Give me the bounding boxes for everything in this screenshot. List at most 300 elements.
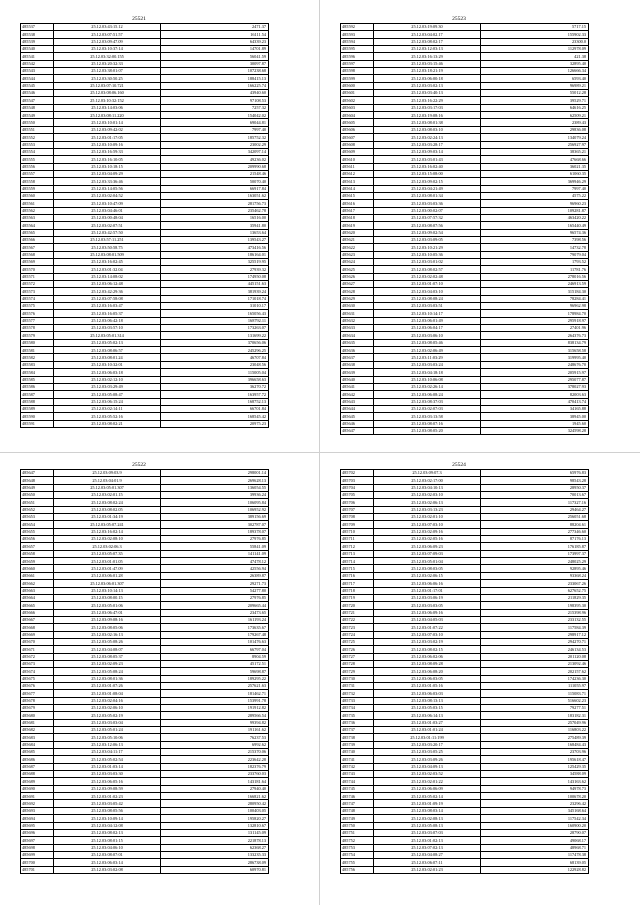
table-row — [341, 815, 589, 822]
table-row — [21, 536, 269, 543]
timestamp-cell: 25.12.03:04:10:13 — [374, 484, 481, 491]
table-row — [341, 134, 589, 141]
timestamp-cell: 25.12.03:02:06:49 — [374, 347, 481, 354]
timestamp-cell: 25.12.03:03:13:23 — [374, 506, 481, 513]
amount-cell: 302787.07 — [161, 521, 269, 528]
table-row — [341, 104, 589, 111]
row-id-cell: 485566 — [21, 236, 54, 243]
timestamp-cell: 25.12.03:01:07:26 — [54, 682, 161, 689]
amount-cell: 168752.13 — [161, 398, 269, 405]
row-id-cell: 485617 — [341, 207, 374, 214]
table-row — [21, 807, 269, 814]
table-row — [341, 741, 589, 748]
timestamp-cell: 25.12.03:06:01.307 — [54, 580, 161, 587]
table-row — [341, 60, 589, 67]
timestamp-cell: 25.12.03:02:24:13 — [374, 134, 481, 141]
timestamp-cell: 25.12.03:18:21:19 — [374, 68, 481, 75]
table-row — [21, 141, 269, 148]
timestamp-cell: 25.12.03:04:18:18 — [374, 369, 481, 376]
row-id-cell: 485551 — [21, 126, 54, 133]
amount-cell: 27940.40 — [161, 785, 269, 792]
table-row — [21, 38, 269, 45]
row-id-cell: 485637 — [341, 354, 374, 361]
row-id-cell: 485547 — [21, 97, 54, 104]
row-id-cell: 485663 — [21, 587, 54, 594]
timestamp-cell: 25.12.03:07:10.721 — [54, 82, 161, 89]
amount-cell: 100678.20 — [481, 793, 589, 800]
table-row — [21, 229, 269, 236]
amount-cell: 298917.12 — [481, 631, 589, 638]
table-row — [21, 295, 269, 302]
amount-cell: 295918.97 — [481, 317, 589, 324]
table-row — [341, 222, 589, 229]
timestamp-cell: 25.12.03:14:03:06 — [54, 104, 161, 111]
table-row — [341, 259, 589, 266]
row-id-cell: 485716 — [341, 572, 374, 579]
row-id-cell: 485624 — [341, 259, 374, 266]
timestamp-cell: 25.12.03:06:03:14 — [54, 859, 161, 866]
table-row — [21, 763, 269, 770]
timestamp-cell: 25.12.03:02:01:23 — [374, 866, 481, 873]
timestamp-cell: 25.12.03:06:05:16 — [54, 778, 161, 785]
amount-cell: 66701.84 — [161, 405, 269, 412]
amount-cell: 131699.22 — [161, 332, 269, 339]
page-title: 25523 — [452, 16, 466, 22]
row-id-cell: 485573 — [21, 288, 54, 295]
row-id-cell: 485569 — [21, 259, 54, 266]
timestamp-cell: 25.12.03:08:00.15 — [54, 594, 161, 601]
timestamp-cell: 25.12.03:06:06:09 — [374, 785, 481, 792]
page-divider-horizontal — [0, 452, 640, 453]
row-id-cell: 485544 — [21, 75, 54, 82]
amount-cell: 70013.67 — [481, 492, 589, 499]
timestamp-cell: 25.12.03:10:21:29 — [374, 244, 481, 251]
timestamp-cell: 25.12.03:05:07.241 — [54, 521, 161, 528]
amount-cell: 325519.95 — [161, 259, 269, 266]
row-id-cell: 485753 — [341, 844, 374, 851]
table-row — [21, 53, 269, 60]
row-id-cell: 485554 — [21, 148, 54, 155]
table-row — [21, 413, 269, 420]
table-row — [21, 558, 269, 565]
timestamp-cell: 25.12.03:01:07:22 — [374, 624, 481, 631]
table-row — [341, 347, 589, 354]
amount-cell: 295077.87 — [481, 376, 589, 383]
timestamp-cell: 25.12.03:08:02:13 — [54, 829, 161, 836]
row-id-cell: 485608 — [341, 141, 374, 148]
table-row — [21, 492, 269, 499]
row-id-cell: 485685 — [21, 749, 54, 756]
row-id-cell: 485614 — [341, 185, 374, 192]
table-row — [341, 229, 589, 236]
timestamp-cell: 25.12.03:04:21:49 — [374, 185, 481, 192]
amount-cell: 65976.83 — [481, 470, 589, 477]
timestamp-cell: 25.12.03:05:01.307 — [54, 484, 161, 491]
row-id-cell: 485643 — [341, 398, 374, 405]
row-id-cell: 485665 — [21, 602, 54, 609]
row-id-cell: 485736 — [341, 719, 374, 726]
row-id-cell: 485556 — [21, 163, 54, 170]
row-id-cell: 485677 — [21, 690, 54, 697]
row-id-cell: 485689 — [21, 778, 54, 785]
row-id-cell: 485545 — [21, 82, 54, 89]
amount-cell: 39529.71 — [481, 97, 589, 104]
amount-cell: 55012.28 — [481, 90, 589, 97]
timestamp-cell: 25.12.03:06:07:11 — [374, 859, 481, 866]
timestamp-cell: 25.12.03:02:08:10 — [54, 536, 161, 543]
amount-cell: 163957.72 — [161, 391, 269, 398]
row-id-cell: 485550 — [21, 119, 54, 126]
timestamp-cell: 25.12.03:02:16:13 — [54, 631, 161, 638]
ledger-page-25524 — [340, 462, 586, 874]
row-id-cell: 485673 — [21, 660, 54, 667]
amount-cell: 47478.12 — [161, 558, 269, 565]
timestamp-cell: 25.12.03:10:32:01 — [54, 361, 161, 368]
amount-cell: 61060.35 — [481, 170, 589, 177]
table-row — [21, 609, 269, 616]
timestamp-cell: 25.12.03:01:02:23 — [54, 793, 161, 800]
timestamp-cell: 25.12.03:15:08:00 — [374, 170, 481, 177]
amount-cell: 60970.81 — [161, 866, 269, 873]
amount-cell: 29464.27 — [481, 506, 589, 513]
row-id-cell: 485561 — [21, 200, 54, 207]
timestamp-cell: 25.12.03:06:06:16 — [374, 580, 481, 587]
amount-cell: 627652.75 — [481, 587, 589, 594]
table-row — [21, 288, 269, 295]
table-row — [21, 405, 269, 412]
row-id-cell: 485693 — [21, 807, 54, 814]
amount-cell: 13653.64 — [161, 229, 269, 236]
table-row — [341, 405, 589, 412]
row-id-cell: 485538 — [21, 31, 54, 38]
row-id-cell: 485730 — [341, 675, 374, 682]
row-id-cell: 485601 — [341, 90, 374, 97]
timestamp-cell: 25.12.03:01:01:24 — [374, 727, 481, 734]
table-row — [21, 82, 269, 89]
row-id-cell: 485727 — [341, 653, 374, 660]
table-row — [341, 273, 589, 280]
row-id-cell: 485675 — [21, 675, 54, 682]
row-id-cell: 485619 — [341, 222, 374, 229]
timestamp-cell: 25.12.03:06:04:17 — [374, 325, 481, 332]
timestamp-cell: 25.12.03:08:06:57 — [54, 347, 161, 354]
table-row — [21, 837, 269, 844]
ledger-page-25523 — [340, 16, 586, 435]
table-row — [21, 126, 269, 133]
table-row — [21, 281, 269, 288]
timestamp-cell: 25.12.03:42:29:36 — [54, 288, 161, 295]
amount-cell: 48968.71 — [481, 844, 589, 851]
table-row — [21, 506, 269, 513]
row-id-cell: 485568 — [21, 251, 54, 258]
table-row — [341, 398, 589, 405]
amount-cell: 178984.70 — [481, 310, 589, 317]
amount-cell: 1945.60 — [481, 420, 589, 427]
row-id-cell: 485644 — [341, 405, 374, 412]
row-id-cell: 485697 — [21, 837, 54, 844]
amount-cell: 7997.40 — [481, 185, 589, 192]
timestamp-cell: 25.12.03:06:12:48 — [54, 281, 161, 288]
table-row — [341, 778, 589, 785]
row-id-cell: 485638 — [341, 361, 374, 368]
timestamp-cell: 25.12.03:16:05:37 — [54, 310, 161, 317]
row-id-cell: 485744 — [341, 778, 374, 785]
row-id-cell: 485694 — [21, 815, 54, 822]
timestamp-cell: 25.12.03:05:08:47 — [54, 391, 161, 398]
row-id-cell: 485576 — [21, 310, 54, 317]
table-row — [341, 192, 589, 199]
row-id-cell: 485580 — [21, 339, 54, 346]
amount-cell: 7257.32 — [161, 104, 269, 111]
table-row — [341, 200, 589, 207]
table-row — [341, 141, 589, 148]
table-row — [21, 347, 269, 354]
row-id-cell: 485598 — [341, 68, 374, 75]
amount-cell: 39936.24 — [161, 492, 269, 499]
table-row — [21, 325, 269, 332]
row-id-cell: 485755 — [341, 859, 374, 866]
table-row — [21, 207, 269, 214]
timestamp-cell: 25.12.03:08:05:20 — [374, 427, 481, 434]
amount-cell: 163051.62 — [161, 192, 269, 199]
row-id-cell: 485579 — [21, 332, 54, 339]
amount-cell: 21548.46 — [161, 170, 269, 177]
timestamp-cell: 25.12.03:04:12:08 — [54, 822, 161, 829]
row-id-cell: 485682 — [21, 727, 54, 734]
row-id-cell: 485600 — [341, 82, 374, 89]
timestamp-cell: 25.12.03:04:08:07 — [54, 646, 161, 653]
row-id-cell: 485738 — [341, 734, 374, 741]
amount-cell: 26389.87 — [161, 572, 269, 579]
amount-cell: 473416.56 — [161, 244, 269, 251]
table-row — [21, 68, 269, 75]
row-id-cell: 485722 — [341, 616, 374, 623]
timestamp-cell: 25.12.03:00:02:07 — [374, 207, 481, 214]
timestamp-cell: 25.12.03:03:13:58 — [374, 413, 481, 420]
table-row — [341, 572, 589, 579]
row-id-cell: 485726 — [341, 646, 374, 653]
table-row — [21, 851, 269, 858]
amount-cell: 256927.97 — [481, 141, 589, 148]
timestamp-cell: 25.12.03:03:06:19 — [374, 594, 481, 601]
timestamp-cell: 25.12.03:08:02:17 — [374, 38, 481, 45]
amount-cell: 275489.39 — [481, 734, 589, 741]
timestamp-cell: 25.12.03:10:01:14 — [54, 119, 161, 126]
amount-cell: 277346.60 — [481, 528, 589, 535]
row-id-cell: 485594 — [341, 38, 374, 45]
table-row — [341, 521, 589, 528]
amount-cell: 281756.73 — [161, 200, 269, 207]
row-id-cell: 485670 — [21, 638, 54, 645]
amount-cell: 133235.33 — [161, 851, 269, 858]
table-row — [341, 148, 589, 155]
timestamp-cell: 25.12.03:01:47.09 — [54, 565, 161, 572]
table-row — [341, 859, 589, 866]
table-row — [21, 778, 269, 785]
timestamp-cell: 25.12.03:07:51.57 — [54, 31, 161, 38]
row-id-cell: 485620 — [341, 229, 374, 236]
amount-cell: 64616.25 — [481, 104, 589, 111]
row-id-cell: 485672 — [21, 653, 54, 660]
amount-cell: 115083.71 — [481, 690, 589, 697]
row-id-cell: 485660 — [21, 565, 54, 572]
row-id-cell: 485692 — [21, 800, 54, 807]
table-row — [341, 514, 589, 521]
amount-cell: 246134.53 — [481, 646, 589, 653]
table-row — [21, 866, 269, 873]
timestamp-cell: 25.12.03:01:09:19 — [374, 800, 481, 807]
timestamp-cell: 25.12.03:06:01:49 — [374, 317, 481, 324]
timestamp-cell: 25.12.03:02:06.3 — [54, 543, 161, 550]
table-row — [21, 75, 269, 82]
row-id-cell: 485719 — [341, 594, 374, 601]
table-row — [341, 866, 589, 873]
amount-cell: 16516.00 — [161, 214, 269, 221]
timestamp-cell: 25.12.03:07:09:03 — [374, 550, 481, 557]
amount-cell: 182376.79 — [161, 763, 269, 770]
row-id-cell: 485703 — [341, 477, 374, 484]
table-row — [21, 719, 269, 726]
table-row — [341, 499, 589, 506]
table-row — [341, 46, 589, 53]
timestamp-cell: 25.12.03:09:02:54 — [374, 229, 481, 236]
timestamp-cell: 25.12.03:02:02:48 — [374, 273, 481, 280]
amount-cell: 82003.63 — [481, 391, 589, 398]
row-id-cell: 485633 — [341, 325, 374, 332]
timestamp-cell: 25.12.03:06:08:20 — [374, 668, 481, 675]
timestamp-cell: 25.12.03:05:02:14 — [374, 793, 481, 800]
timestamp-cell: 25.12.03:08:01.24 — [54, 354, 161, 361]
amount-cell: 256051.68 — [481, 514, 589, 521]
table-row — [341, 126, 589, 133]
amount-cell: 34588.09 — [481, 771, 589, 778]
amount-cell: 92895.46 — [481, 565, 589, 572]
timestamp-cell: 25.12.03:43:15.12 — [54, 24, 161, 31]
row-id-cell: 485699 — [21, 851, 54, 858]
table-row — [21, 156, 269, 163]
ledger-page-25522 — [20, 462, 266, 874]
amount-cell: 56041.59 — [161, 53, 269, 60]
timestamp-cell: 25.12.03:08:13:13 — [374, 697, 481, 704]
row-id-cell: 485558 — [21, 178, 54, 185]
table-row — [21, 303, 269, 310]
timestamp-cell: 25.12.03:06:42:18 — [54, 317, 161, 324]
timestamp-cell: 25.12.03:08:03:10 — [374, 126, 481, 133]
timestamp-cell: 25.12.03:02:12:10 — [54, 376, 161, 383]
timestamp-cell: 25.12.03:10:14:17 — [374, 310, 481, 317]
timestamp-cell: 25.12.03:09:07.3 — [374, 470, 481, 477]
amount-cell: 99394.82 — [161, 719, 269, 726]
timestamp-cell: 25.12.03:01:03:14 — [54, 763, 161, 770]
amount-cell: 215398.96 — [481, 609, 589, 616]
amount-cell: 278016.56 — [481, 273, 589, 280]
timestamp-cell: 25.12.03:03:57:10 — [54, 325, 161, 332]
amount-cell: 34165.88 — [481, 405, 589, 412]
table-row — [21, 741, 269, 748]
row-id-cell: 485654 — [21, 521, 54, 528]
amount-cell: 171018.74 — [161, 295, 269, 302]
row-id-cell: 485632 — [341, 317, 374, 324]
table-row — [341, 361, 589, 368]
table-row — [21, 829, 269, 836]
timestamp-cell: 25.12.03:03:03:30 — [54, 771, 161, 778]
timestamp-cell: 25.12.03:05:03:15 — [374, 705, 481, 712]
table-row — [21, 119, 269, 126]
table-row — [341, 785, 589, 792]
amount-cell: 286738.09 — [161, 859, 269, 866]
amount-cell: 195618.47 — [481, 756, 589, 763]
table-row — [21, 148, 269, 155]
timestamp-cell: 25.12.03:08:09:28 — [374, 660, 481, 667]
amount-cell: 117542.34 — [481, 815, 589, 822]
table-row — [21, 90, 269, 97]
row-id-cell: 485704 — [341, 484, 374, 491]
timestamp-cell: 25.12.03:03:03:51 — [374, 303, 481, 310]
timestamp-cell: 25.12.03:19:09.30 — [374, 24, 481, 31]
row-id-cell: 485622 — [341, 244, 374, 251]
timestamp-cell: 25.12.03:05:07.35 — [54, 550, 161, 557]
row-id-cell: 485602 — [341, 97, 374, 104]
row-id-cell: 485645 — [341, 413, 374, 420]
row-id-cell: 485570 — [21, 266, 54, 273]
row-id-cell: 485639 — [341, 369, 374, 376]
row-id-cell: 485623 — [341, 251, 374, 258]
row-id-cell: 485695 — [21, 822, 54, 829]
amount-cell: 2471.37 — [161, 24, 269, 31]
amount-cell: 257621.63 — [161, 682, 269, 689]
row-id-cell: 485651 — [21, 499, 54, 506]
table-row — [21, 616, 269, 623]
timestamp-cell: 25.12.03:02:01.15 — [54, 492, 161, 499]
table-row — [21, 273, 269, 280]
amount-cell: 100403.05 — [161, 807, 269, 814]
timestamp-cell: 25.12.03:08:37:03 — [374, 398, 481, 405]
amount-cell: 32895.40 — [481, 60, 589, 67]
timestamp-cell: 25.12.03:04:03:10 — [374, 288, 481, 295]
row-id-cell: 485557 — [21, 170, 54, 177]
timestamp-cell: 25.12.03:01:32.04 — [54, 266, 161, 273]
amount-cell: 183182.31 — [481, 712, 589, 719]
amount-cell: 62368.27 — [161, 844, 269, 851]
table-row — [341, 602, 589, 609]
table-row — [341, 369, 589, 376]
table-row — [21, 97, 269, 104]
amount-cell: 23300.0 — [481, 38, 589, 45]
timestamp-cell: 25.12.03:57:11.251 — [54, 236, 161, 243]
timestamp-cell: 25.12.03:03:03:24 — [374, 361, 481, 368]
amount-cell: 191912.82 — [161, 705, 269, 712]
table-row — [341, 594, 589, 601]
table-row — [341, 90, 589, 97]
row-id-cell: 485725 — [341, 638, 374, 645]
amount-cell: 29836.08 — [481, 126, 589, 133]
table-row — [341, 719, 589, 726]
timestamp-cell: 25.12.03:02:17:00 — [374, 477, 481, 484]
table-row — [21, 170, 269, 177]
table-row — [341, 800, 589, 807]
table-row — [341, 317, 589, 324]
table-row — [341, 339, 589, 346]
table-row — [21, 391, 269, 398]
row-id-cell: 485649 — [21, 484, 54, 491]
amount-cell: 179267.48 — [161, 631, 269, 638]
row-id-cell: 485585 — [21, 376, 54, 383]
row-id-cell: 485548 — [21, 104, 54, 111]
table-row — [21, 572, 269, 579]
timestamp-cell: 25.12.03:05:01:06 — [54, 602, 161, 609]
timestamp-cell: 25.12.03:08:03:14 — [374, 807, 481, 814]
row-id-cell: 485701 — [21, 866, 54, 873]
